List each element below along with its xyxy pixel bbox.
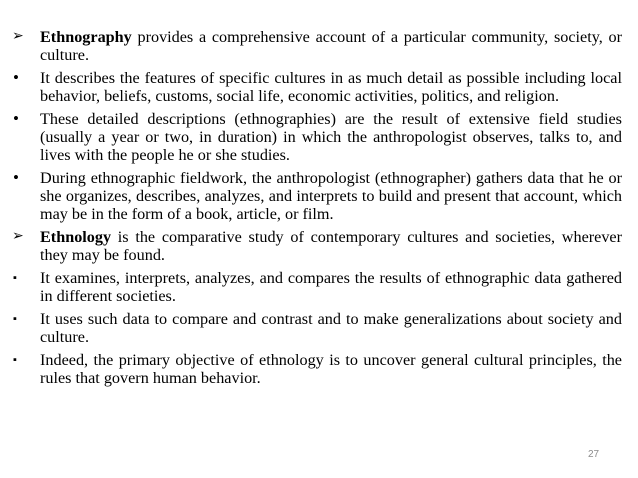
page-number: 27: [588, 449, 600, 460]
bullet-text: It describes the features of specific cultures in as much detail as possible including local behavior, beliefs, customs, social life, economic activities, politics, and religion.: [40, 69, 622, 105]
bullet-text: is the comparative study of contemporary cultures and societies, wherever they may be found.: [40, 228, 622, 264]
bullet-text: Indeed, the primary objective of ethnology is to uncover general cultural principles, the rules that govern human behavior.: [40, 351, 622, 387]
term-ethnography: Ethnography: [40, 28, 132, 46]
bullet-ethnography: [11, 28, 622, 64]
bullet-examines: [11, 269, 622, 305]
bullet-fieldwork: [11, 169, 622, 223]
arrow-bullet-icon: ➢: [12, 229, 24, 244]
square-bullet-icon: ▪: [13, 354, 17, 366]
bullet-primary-objective: [11, 351, 622, 387]
dot-bullet-icon: •: [13, 168, 19, 187]
bullet-field-studies: [11, 110, 622, 164]
arrow-bullet-icon: ➢: [12, 29, 24, 44]
bullet-ethnology: [11, 228, 622, 264]
bullet-cultural-features: [11, 69, 622, 105]
bullet-text: During ethnographic fieldwork, the anthropologist (ethnographer) gathers data that he or she organizes, describes, analyzes, and interprets to build and present that account, which may be in the form of a book, article, or film.: [40, 169, 622, 223]
bullet-list: [11, 28, 622, 392]
dot-bullet-icon: •: [13, 109, 19, 128]
term-ethnology: Ethnology: [40, 228, 112, 246]
bullet-text: These detailed descriptions (ethnographies) are the result of extensive field studies (usually a year or two, in duration) in which the anthropologist observes, talks to, and lives with the people he or she studies.: [40, 110, 622, 164]
dot-bullet-icon: •: [13, 68, 19, 87]
bullet-text: It uses such data to compare and contrast and to make generalizations about society and culture.: [40, 310, 622, 346]
bullet-text: It examines, interprets, analyzes, and compares the results of ethnographic data gathered in different societies.: [40, 269, 622, 305]
bullet-compare-contrast: [11, 310, 622, 346]
square-bullet-icon: ▪: [13, 272, 17, 284]
square-bullet-icon: ▪: [13, 313, 17, 325]
bullet-text: provides a comprehensive account of a particular community, society, or culture.: [40, 28, 622, 64]
